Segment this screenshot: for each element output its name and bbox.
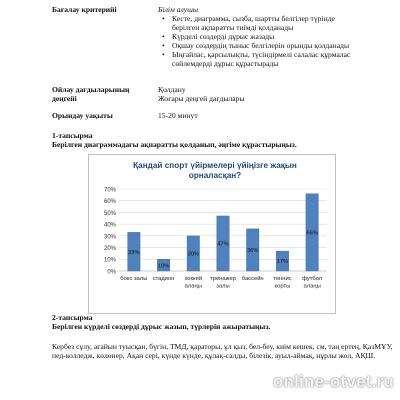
task2-instruction: Берілген күрделі сөздерді дұрыс жазып, түрлерін ажыратыңыз. [52,322,271,331]
chart-category-label: залы [216,283,230,290]
chart-value-label: 36% [246,248,259,255]
thinking-label-line1: Ойлау дағдыларының [52,85,130,94]
criteria-list [158,14,394,69]
chart-ytick-label: 50% [103,210,116,217]
chart-value-label: 47% [217,241,229,248]
chart-title-line2: орналасқан? [188,171,242,180]
criteria-item: • Оқшау сөздердің тыныс белгілерін орынды қолданады [158,41,394,50]
chart-value-label: 30% [187,251,200,258]
chart-category-label: стадион [152,276,175,282]
chart-value-label: 17% [276,259,289,266]
criteria-label: Бағалау критерийі [52,5,117,14]
thinking-label-line2: деңгейі [52,94,77,103]
chart-category-label: хоккей [184,276,203,282]
criteria-item: • Кесте, диаграмма, сызба, шартты белгілер түрінде берілген ақпаратты тиімді қолданады [158,14,394,32]
task1-instruction: Берілген диаграммадағы ақпаратты қолданып, әңгіме құрастырыңыз. [52,140,297,149]
chart-ytick-label: 20% [103,245,116,252]
chart-category-label: теннис [273,276,292,282]
chart-value-label: 33% [128,249,140,256]
time-label: Орындау уақыты [52,111,113,120]
thinking-value-line1: Қолдану [158,85,186,94]
criteria-header: Білім алушы [158,5,199,14]
chart-title-line1: Қандай спорт үйірмелері үйіңізге жақын [133,161,297,170]
chart-category-label: футбол [302,276,323,282]
criteria-item: • Ыңғайлас, қарсылықты, түсіндірмелі салалас құрмалас сөйлемдерді дұрыс құрастырады [158,50,394,68]
survey-chart [88,154,336,314]
chart-category-label: алаңы [184,283,202,290]
chart-category-label: тренажер [210,276,236,282]
chart-ytick-label: 60% [103,199,116,206]
chart-category-label: бокс залы [120,276,148,282]
task2-paragraph: Кербез сұлу, ағайын туысқан, бүгін, ТМД, қараторы, ұл қыз, бел-беу, киім кешек, см, таң ертең, ҚазМҰУ, пед-колледж, көлөнер, Ақан сері, күнде күнде, құлақ-салды, білезік, ауыл-аймақ, нұрлы жол, АҚШ. [52,342,393,361]
watermark-logo: online-otvet.ru [272,372,394,391]
chart-ytick-label: 40% [103,222,116,229]
chart-value-label: 66% [306,230,318,237]
chart-ytick-label: 10% [103,257,116,264]
chart-category-label: бассейн [241,276,264,282]
thinking-value-line2: Жоғары деңгей дағдылары [158,94,245,103]
chart-ytick-label: 0% [107,269,116,276]
chart-ytick-label: 30% [103,234,116,241]
chart-category-label: алаңы [303,283,321,290]
time-value: 15-20 минут [158,111,198,120]
chart-category-label: корты [274,283,291,290]
chart-ytick-label: 70% [103,187,116,194]
chart-svg [89,155,335,313]
chart-value-label: 10% [157,263,170,270]
criteria-item: • Күрделі сөздерді дұрыс жазады [158,32,394,41]
task2-title: 2-тапсырма [52,313,93,322]
task1-title: 1-тапсырма [52,131,93,140]
